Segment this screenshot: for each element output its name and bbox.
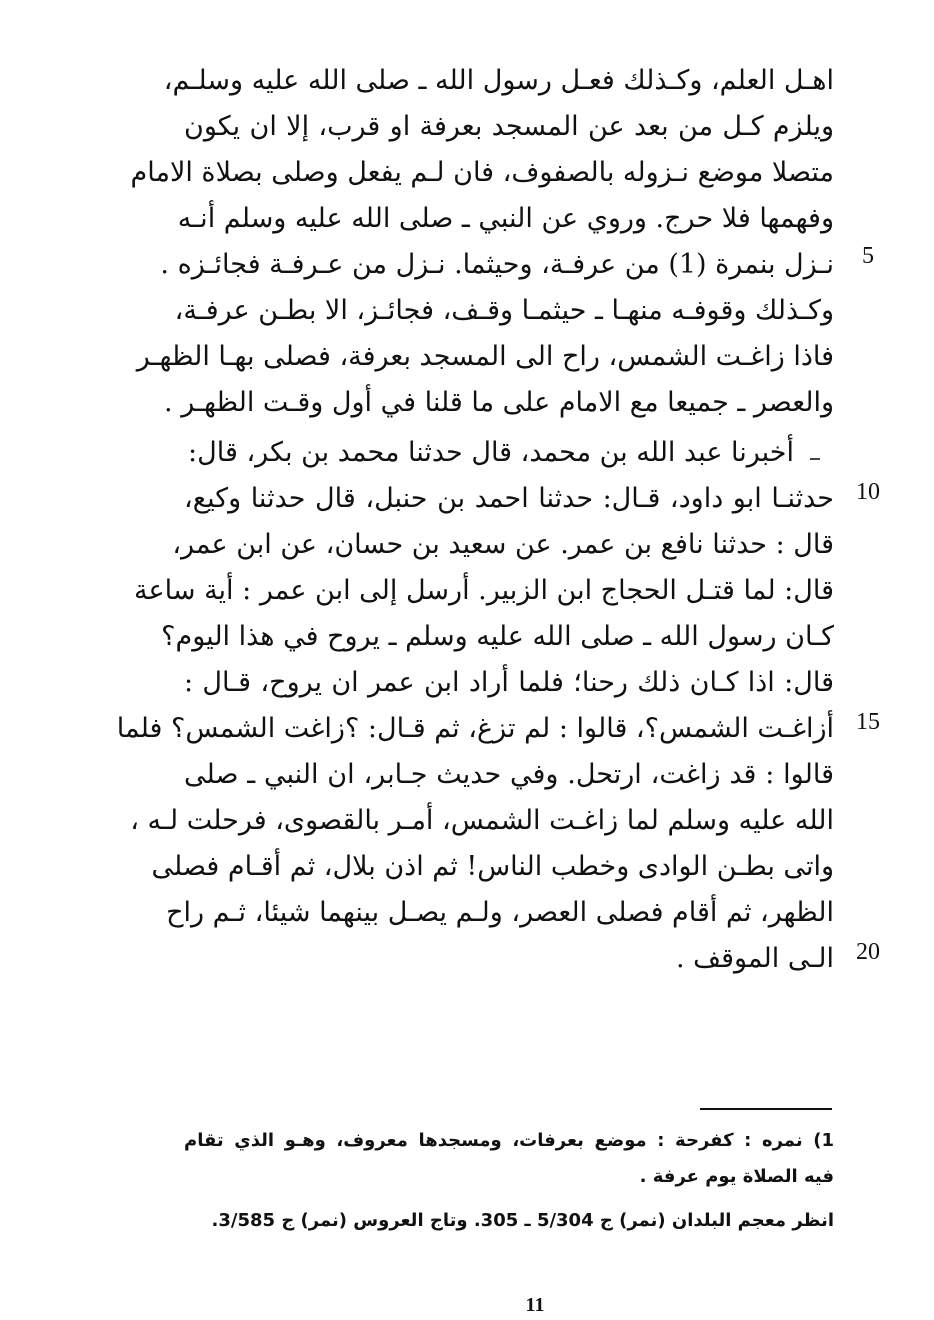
footnote-rule	[700, 1108, 832, 1110]
text-line-6: وكـذلك وقوفـه منهـا ـ حيثمـا وقـف، فجائـز، الا بطـن عرفـة،	[174, 295, 834, 326]
text-line-3: متصلا موضع نـزوله بالصفوف، فان لـم يفعل وصلى بصلاة الامام	[130, 157, 834, 188]
footnote-1-line-1: 1) نمره : كفرحة : موضع بعرفات، ومسجدها معروف، وهـو الذي تقام	[184, 1130, 834, 1151]
text-line-15: أزاغـت الشمس؟، قالوا : لم تزغ، ثم قـال: ؟زاغت الشمس؟ فلما	[116, 713, 834, 744]
text-line-4: وفهمها فلا حرج. وروي عن النبي ـ صلى الله عليه وسلم أنـه	[177, 203, 834, 234]
text-line-5: نـزل بنمرة (1) من عرفـة، وحيثما. نـزل من عـرفـة فجائـزه .	[160, 249, 834, 280]
text-line-12: قال: لما قتـل الحجاج ابن الزبير. أرسل إلى ابن عمر : أية ساعة	[134, 575, 834, 606]
ink-speck	[810, 458, 820, 460]
text-line-9: أخبرنا عبد الله بن محمد، قال حدثنا محمد بن بكر، قال:	[188, 437, 794, 468]
text-line-8: والعصر ـ جميعا مع الامام على ما قلنا في أول وقـت الظهـر .	[164, 387, 834, 418]
text-line-11: قال : حدثنا نافع بن عمر. عن سعيد بن حسان، عن ابن عمر،	[172, 529, 834, 560]
text-line-13: كـان رسول الله ـ صلى الله عليه وسلم ـ يروح في هذا اليوم؟	[161, 621, 834, 652]
text-line-7: فاذا زاغـت الشمس، راح الى المسجد بعرفة، فصلى بهـا الظهـر	[136, 341, 834, 372]
line-number-5: 5	[862, 243, 874, 269]
line-number-15: 15	[856, 709, 880, 735]
line-number-10: 10	[856, 479, 880, 505]
text-line-20: الـى الموقف .	[675, 943, 834, 974]
text-line-1: اهـل العلم، وكـذلك فعـل رسول الله ـ صلى الله عليه وسلـم،	[163, 65, 834, 96]
text-line-10: حدثنـا ابو داود، قـال: حدثنا احمد بن حنبل، قال حدثنا وكيع،	[184, 483, 834, 514]
text-line-16: قالوا : قد زاغت، ارتحل. وفي حديث جـابر، ان النبي ـ صلى	[184, 759, 834, 790]
line-number-20: 20	[856, 939, 880, 965]
text-line-14: قال: اذا كـان ذلك رحنا؛ فلما أراد ابن عمر ان يروح، قـال :	[184, 667, 834, 698]
text-line-17: الله عليه وسلم لما زاغـت الشمس، أمـر بالقصوى، فرحلت لـه ،	[130, 805, 834, 836]
footnote-1-line-2: فيه الصلاة يوم عرفة .	[639, 1166, 834, 1187]
page-number: 11	[525, 1294, 545, 1316]
footnote-2: انظر معجم البلدان (نمر) ج 5/304 ـ 305. وتاج العروس (نمر) ج 3/585.	[211, 1210, 834, 1231]
text-line-19: الظهر، ثم أقام فصلى العصر، ولـم يصـل بينهما شيئا، ثـم راح	[166, 897, 834, 928]
text-line-18: واتى بطـن الوادى وخطب الناس! ثم اذن بلال، ثم أقـام فصلى	[151, 851, 834, 882]
text-line-2: ويلزم كـل من بعد عن المسجد بعرفة او قرب، إلا ان يكون	[184, 111, 834, 142]
